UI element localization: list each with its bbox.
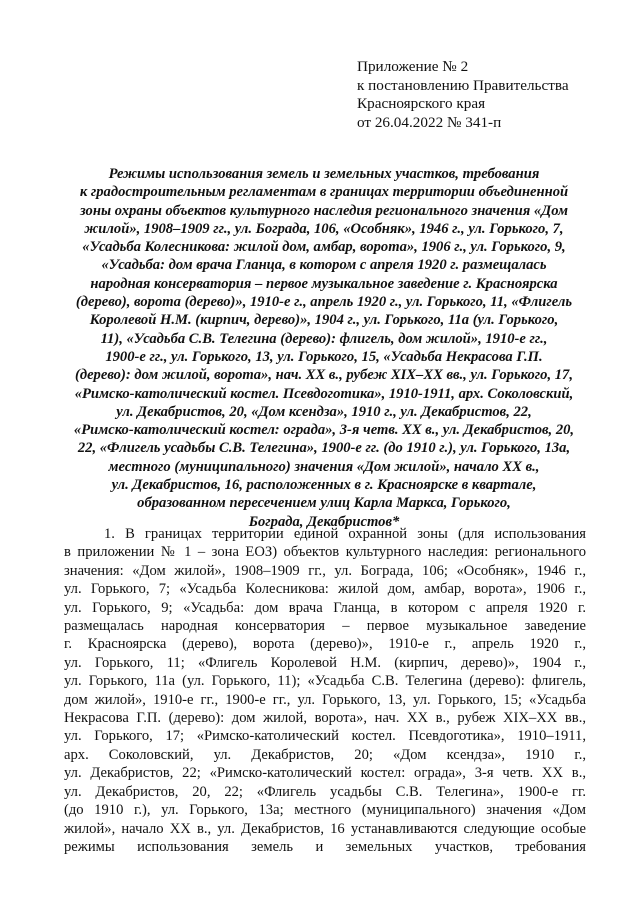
document-title: [62, 165, 586, 531]
paragraph-line: дом жилой», 1910-е гг., 1900-е гг., ул. Горького, 13, ул. Горького, 15; «Усадьба: [64, 691, 586, 708]
paragraph-line: Некрасова Г.П. (дерево): дом жилой, ворота», нач. XX в., рубеж XIX–XX вв.,: [64, 710, 586, 727]
paragraph-line: размещалась народная консерватория – первое музыкальное заведение: [64, 618, 586, 635]
paragraph-line: ул. Горького, 9; «Усадьба: дом врача Гланца, в котором с апреля 1920 г.: [64, 599, 586, 616]
title-line: 11), «Усадьба С.В. Телегина (дерево): флигель, дом жилой», 1910-е гг.,: [100, 330, 548, 347]
title-line: (дерево), ворота (дерево)», 1910-е г., апрель 1920 г., ул. Горького, 11, «Флигель: [75, 294, 573, 311]
title-line: Режимы использования земель и земельных участков, требования: [108, 166, 540, 182]
title-line: народная консерватория – первое музыкальное заведение г. Красноярска: [90, 275, 558, 292]
title-line: жилой», 1908–1909 гг., ул. Бограда, 106, «Особняк», 1946 г., ул. Горького, 7,: [84, 220, 564, 237]
appendix-line: к постановлению Правительства: [357, 76, 569, 94]
paragraph-line: арх. Соколовский, ул. Декабристов, 20; «Дом ксендза», 1910 г.,: [64, 746, 586, 763]
appendix-line: от 26.04.2022 № 341-п: [357, 113, 502, 131]
title-line: «Усадьба: дом врача Гланца, в котором с апреля 1920 г. размещалась: [101, 257, 547, 274]
paragraph-line: ул. Горького, 11; «Флигель Королевой Н.М. (кирпич, дерево)», 1904 г.,: [64, 654, 586, 671]
title-line: «Усадьба Колесникова: жилой дом, амбар, ворота», 1906 г., ул. Горького, 9,: [82, 239, 566, 256]
title-line: «Римско-католический костел: ограда», 3-я четв. XX в., ул. Декабристов, 20,: [73, 422, 575, 439]
title-line: 1900-е гг., ул. Горького, 13, ул. Горького, 15, «Усадьба Некрасова Г.П.: [105, 348, 543, 365]
paragraph-line: ул. Горького, 11а (ул. Горького, 11); «Усадьба С.В. Телегина (дерево): флигель,: [64, 673, 586, 690]
paragraph-line: (до 1910 г.), ул. Горького, 13а; местного (муниципального) значения «Дом: [64, 802, 586, 819]
title-line: ул. Декабристов, 20, «Дом ксендза», 1910 г., ул. Декабристов, 22,: [116, 403, 532, 420]
title-line: (дерево): дом жилой, ворота», нач. XX в., рубеж XIX–XX вв., ул. Горького, 17,: [74, 367, 573, 384]
title-line: образованном пересечением улиц Карла Маркса, Горького,: [137, 495, 511, 512]
appendix-line: Красноярского края: [357, 95, 486, 112]
title-line: Королевой Н.М. (кирпич, дерево)», 1904 г., ул. Горького, 11а (ул. Горького,: [89, 312, 559, 329]
title-line: местного (муниципального) значения «Дом жилой», начало XX в.,: [108, 458, 540, 475]
paragraph-line: в приложении № 1 – зона ЕОЗ) объектов культурного наследия: регионального: [64, 544, 586, 561]
appendix-header: [357, 58, 627, 132]
body-paragraph: [64, 525, 586, 856]
title-line: зоны охраны объектов культурного наследия регионального значения «Дом: [80, 202, 568, 219]
appendix-line: Приложение № 2: [357, 58, 469, 75]
paragraph-line: ул. Горького, 17; «Римско-католический костел. Псевдоготика», 1910–1911,: [64, 728, 586, 745]
title-line: Бограда, Декабристов*: [248, 513, 400, 530]
paragraph-line: г. Красноярска (дерево), ворота (дерево)», 1910-е г., апрель 1920 г.,: [64, 636, 586, 653]
paragraph-line: значения: «Дом жилой», 1908–1909 гг., ул. Бограда, 106; «Особняк», 1946 г.,: [64, 562, 586, 579]
paragraph-line: 1. В границах территории единой охранной зоны (для использования: [104, 526, 586, 542]
title-line: 22, «Флигель усадьбы С.В. Телегина», 1900-е гг. (до 1910 г.), ул. Горького, 13а,: [77, 440, 571, 457]
paragraph-line: ул. Горького, 7; «Усадьба Колесникова: жилой дом, амбар, ворота», 1906 г.,: [64, 581, 586, 598]
title-line: «Римско-католический костел. Псевдоготика», 1910-1911, арх. Соколовский,: [74, 385, 574, 402]
paragraph-line: режимы использования земель и земельных участков, требования: [64, 838, 586, 855]
paragraph-line: жилой», начало XX в., ул. Декабристов, 16 устанавливаются следующие особые: [64, 820, 586, 837]
paragraph-line: ул. Декабристов, 20, 22; «Флигель усадьбы С.В. Телегина», 1900-е гг.: [64, 783, 586, 800]
paragraph-line: ул. Декабристов, 22; «Римско-католический костел: ограда», 3-я четв. XX в.,: [64, 765, 586, 782]
title-line: ул. Декабристов, 16, расположенных в г. Красноярске в квартале,: [111, 477, 537, 494]
title-line: к градостроительным регламентам в границах территории объединенной: [79, 184, 569, 201]
